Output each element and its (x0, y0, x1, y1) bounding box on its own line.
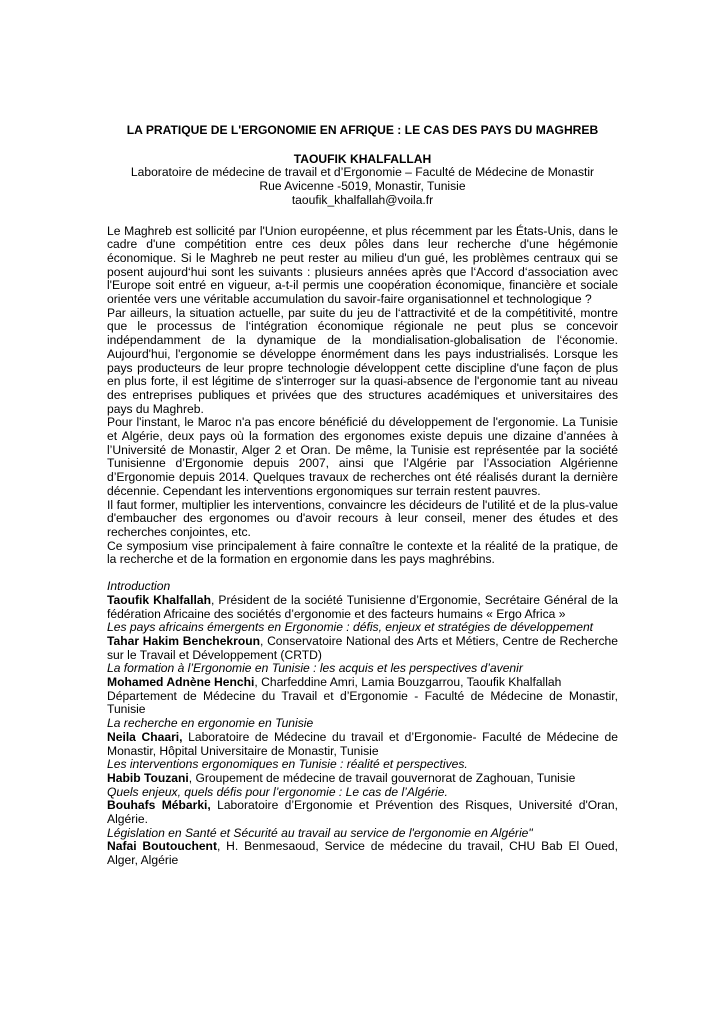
program-topic: Les pays africains émergents en Ergonomie : défis, enjeux et stratégies de développement (107, 620, 594, 635)
speaker-detail: , H. Benmesaoud, Service de médecine du travail, CHU Bab El Oued, Alger, Algérie (107, 839, 619, 868)
speaker-detail: , Groupement de médecine de travail gouvernorat de Zaghouan, Tunisie (188, 770, 576, 785)
speaker-detail: , Charfeddine Amri, Lamia Bouzgarrou, Taoufik Khalfallah (254, 675, 562, 690)
speaker-detail: , Conservatoire National des Arts et Métiers, Centre de Recherche sur le Travail et Développement (CRTD) (107, 633, 618, 662)
speaker-detail: , Président de la société Tunisienne d’Ergonomie, Secrétaire Général de la fédération Africaine des sociétés d’ergonomie et des facteurs humains « Ergo Africa » (107, 592, 618, 621)
author-block (107, 153, 618, 208)
program-speaker-line (107, 594, 618, 621)
program-speaker-line (107, 731, 618, 758)
author-affiliation: Laboratoire de médecine de travail et d’Ergonomie – Faculté de Médecine de Monastir (130, 165, 595, 180)
speaker-name: Mohamed Adnène Henchi (107, 675, 255, 690)
speaker-name: Taoufik Khalfallah (107, 592, 211, 607)
symposium-program (107, 580, 618, 868)
speaker-detail: Laboratoire de Médecine du travail et d’Ergonomie- Faculté de Médecine de Monastir, Hôpital Universitaire de Monastir, Tunisie (107, 729, 618, 758)
program-speaker-line (107, 840, 618, 867)
author-address: Rue Avicenne -5019, Monastir, Tunisie (259, 179, 466, 194)
speaker-name: Neila Chaari, (107, 729, 183, 744)
body-paragraph-3: Pour l'instant, le Maroc n'a pas encore bénéficié du développement de l'ergonomie. La Tunisie et Algérie, deux pays où la formation des ergonomes existe depuis une dizaine d’années à l’Université de Monastir, Alger 2 et Oran. De même, la Tunisie est représentée par la société Tunisienne d’Ergonomie depuis 2007, ainsi que l’Algérie par l’Association Algérienne d’Ergonomie depuis 2014. Quelques travaux de recherches ont été réalisés durant la dernière décennie. Cependant les interventions ergonomiques sur terrain restent pauvres. (107, 415, 618, 498)
program-speaker-line (107, 772, 618, 786)
body-paragraph-5: Ce symposium vise principalement à faire connaître le contexte et la réalité de la pratique, de la recherche et de la formation en ergonomie dans les pays maghrébins. (107, 538, 618, 567)
author-name: TAOUFIK KHALFALLAH (293, 151, 432, 166)
author-email: taoufik_khalfallah@voila.fr (291, 192, 434, 207)
speaker-name: Tahar Hakim Benchekroun (107, 633, 261, 648)
program-topic: La recherche en ergonomie en Tunisie (107, 716, 314, 731)
body-paragraph-2: Par ailleurs, la situation actuelle, par suite du jeu de l‘attractivité et de la compétitivité, montre que le processus de l‘intégration économique régionale ne peut plus se concevoir indépendamment de la dynamique de la mondialisation-globalisation de l‘économie. Aujourd'hui, l'ergonomie se développe énormément dans les pays industrialisés. Lorsque les pays producteurs de leur propre technologie développent cette discipline d'une façon de plus en plus forte, il est légitime de s'interroger sur la quasi-absence de l'ergonomie tant au niveau des entreprises publiques et privées que des structures académiques et universitaires des pays du Maghreb. (107, 305, 618, 416)
program-topic: Introduction (107, 579, 171, 594)
program-topic: Quels enjeux, quels défis pour l’ergonomie : Le cas de l’Algérie. (107, 784, 448, 799)
speaker-name: Bouhafs Mébarki, (107, 798, 211, 813)
program-speaker-line (107, 676, 618, 690)
speaker-name: Habib Touzani (107, 770, 189, 785)
program-topic: La formation à l’Ergonomie en Tunisie : les acquis et les perspectives d’avenir (107, 661, 523, 676)
abstract-body (107, 225, 618, 568)
speaker-name: Nafai Boutouchent (107, 839, 217, 854)
program-topic: Législation en Santé et Sécurité au travail au service de l'ergonomie en Algérie" (107, 825, 533, 840)
program-speaker-line (107, 799, 618, 826)
body-paragraph-1: Le Maghreb est sollicité par l'Union européenne, et plus récemment par les États-Unis, dans le cadre d'une compétition entre ces deux pôles dans leur recherche d'une hégémonie économique. Si le Maghreb ne peut rester au milieu d'un gué, les problèmes centraux qui se posent aujourd‘hui sont les suivants : plusieurs années après que l‘Accord d‘association avec l'Europe soit entré en vigueur, a-t-il permis une coopération économique, financière et sociale orientée vers une véritable accumulation du savoir-faire organisationnel et technologique ? (107, 223, 618, 307)
program-speaker-line (107, 635, 618, 662)
speaker-affiliation: Département de Médecine du Travail et d’Ergonomie - Faculté de Médecine de Monastir, Tunisie (107, 688, 618, 717)
document-title: LA PRATIQUE DE L'ERGONOMIE EN AFRIQUE : LE CAS DES PAYS DU MAGHREB (126, 123, 599, 137)
body-paragraph-4: Il faut former, multiplier les interventions, convaincre les décideurs de l'utilité et de la plus-value d'embaucher des ergonomes ou d'avoir recours à leur conseil, mener des études et des recherches conjointes, etc. (107, 497, 618, 539)
speaker-detail: Laboratoire d’Ergonomie et Prévention des Risques, Université d'Oran, Algérie. (107, 798, 618, 827)
program-topic: Les interventions ergonomiques en Tunisie : réalité et perspectives. (107, 757, 468, 772)
